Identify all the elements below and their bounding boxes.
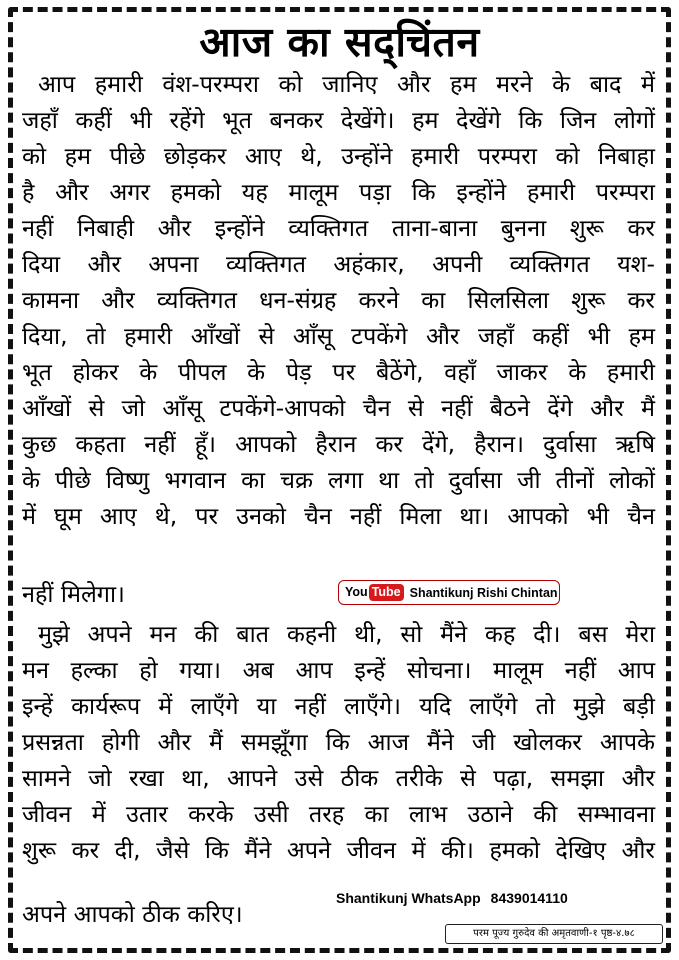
text-line: नहीं निबाही और इन्होंने व्यक्तिगत ताना-बाना बुनना शुरू कर xyxy=(22,214,655,242)
text-line: में घूम आए थे, पर उनको चैन नहीं मिला था। आपको भी चैन xyxy=(22,502,655,530)
text-line: आप हमारी वंश-परम्परा को जानिए और हम मरने के बाद में xyxy=(38,70,655,98)
text-line: दिया और अपना व्यक्तिगत अहंकार, अपनी व्यक्तिगत यश- xyxy=(22,250,655,278)
text-line: अपने आपको ठीक करिए। xyxy=(22,900,243,928)
youtube-channel-badge[interactable] xyxy=(338,580,560,605)
whatsapp-label: Shantikunj WhatsApp xyxy=(336,890,481,906)
text-line: के पीछे विष्णु भगवान का चक्र लगा था तो दुर्वासा जी तीनों लोकों xyxy=(22,466,655,494)
youtube-logo-icon: You Tube xyxy=(345,584,404,601)
text-line: मुझे अपने मन की बात कहनी थी, सो मैंने कह दी। बस मेरा xyxy=(38,620,655,648)
text-line: को हम पीछे छोड़कर आए थे, उन्होंने हमारी परम्परा को निबाहा xyxy=(22,142,655,170)
text-line: प्रसन्नता होगी और मैं समझूँगा कि आज मैंने जी खोलकर आपके xyxy=(22,728,655,756)
text-line: है और अगर हमको यह मालूम पड़ा कि इन्होंने हमारी परम्परा xyxy=(22,178,655,206)
text-line: मन हल्का हो गया। अब आप इन्हें सोचना। मालूम नहीं आप xyxy=(22,656,655,684)
text-line: सामने जो रखा था, आपने उसे ठीक तरीके से पढ़ा, समझा और xyxy=(22,764,655,792)
text-line: कामना और व्यक्तिगत धन-संग्रह करने का सिलसिला शुरू कर xyxy=(22,286,655,314)
text-line: आँखों से जो आँसू टपकेंगे-आपको चैन से नहीं बैठने देंगे और मैं xyxy=(22,394,655,422)
text-line: जीवन में उतार करके उसी तरह का लाभ उठाने की सम्भावना xyxy=(22,800,655,828)
whatsapp-number: 8439014110 xyxy=(490,890,568,906)
text-line: इन्हें कार्यरूप में लाएँगे या नहीं लाएँगे। यदि लाएँगे तो मुझे बड़ी xyxy=(22,692,655,720)
text-line: दिया, तो हमारी आँखों से आँसू टपकेंगे और जहाँ कहीं भी हम xyxy=(22,322,655,350)
text-line: नहीं मिलेगा। xyxy=(22,580,125,608)
youtube-channel-name: Shantikunj Rishi Chintan xyxy=(409,585,558,600)
text-line: भूत होकर के पीपल के पेड़ पर बैठेंगे, वहाँ जाकर के हमारी xyxy=(22,358,655,386)
text-line: शुरू कर दी, जैसे कि मैंने अपने जीवन में की। हमको देखिए और xyxy=(22,836,655,864)
page-title: आज का सद्चिंतन xyxy=(199,18,480,66)
text-line: कुछ कहता नहीं हूँ। आपको हैरान कर देंगे, हैरान। दुर्वासा ऋषि xyxy=(22,430,655,458)
whatsapp-contact xyxy=(336,890,568,906)
text-line: जहाँ कहीं भी रहेंगे भूत बनकर देखेंगे। हम देखेंगे कि जिन लोगों xyxy=(22,106,655,134)
source-citation: परम पूज्य गुरुदेव की अमृतवाणी-१ पृष्ठ-४.७८ xyxy=(445,924,663,944)
